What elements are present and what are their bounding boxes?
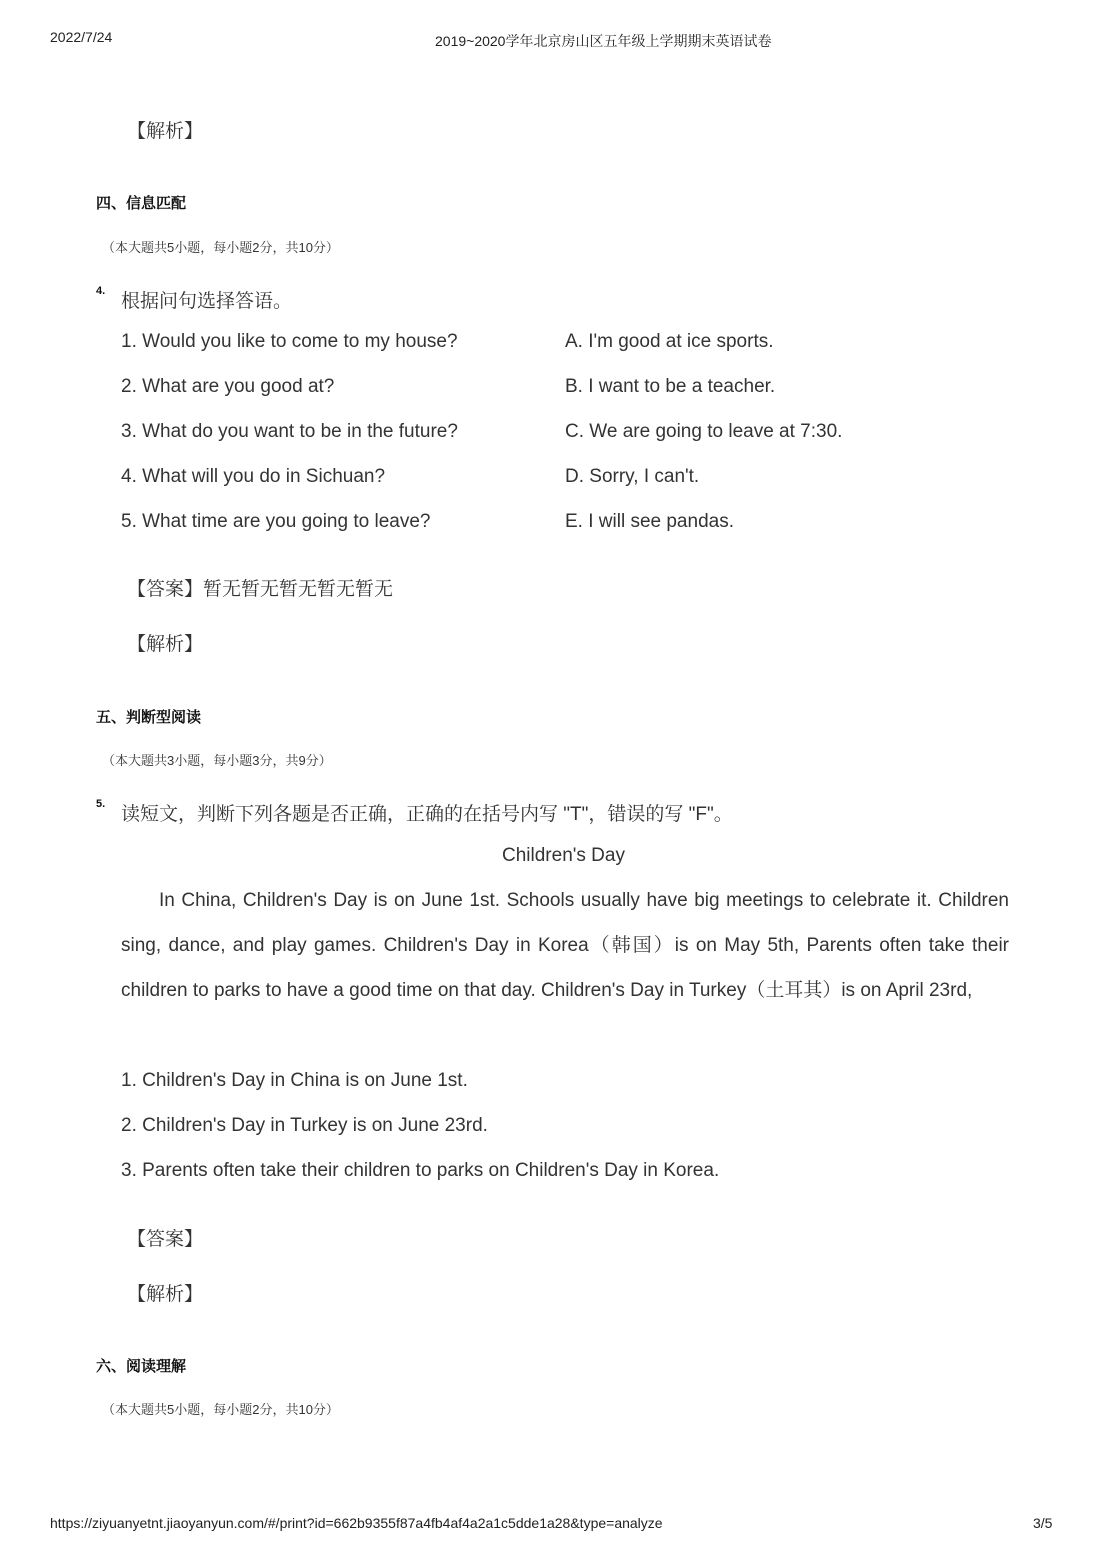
- option-item: A. I'm good at ice sports.: [565, 331, 774, 352]
- option-item: B. I want to be a teacher.: [565, 376, 776, 397]
- question-5-analysis: 【解析】: [127, 1284, 204, 1305]
- option-item: E. I will see pandas.: [565, 511, 734, 532]
- option-item: C. We are going to leave at 7:30.: [565, 421, 843, 442]
- passage-text: In China, Children's Day is on June 1st. Schools usually have big meetings to celebrate it. Children sing, dance, and play games. Children's Day in Korea（韩国）is on May 5th, Parents often take their children to parks to have a good time on that day. Children's Day in Turkey（土耳其）is on April 23rd,: [121, 890, 1009, 1001]
- question-4-number: 4.: [96, 285, 106, 297]
- document-title: 2019~2020学年北京房山区五年级上学期期末英语试卷: [435, 33, 772, 49]
- section-6-note: （本大题共5小题，每小题2分，共10分）: [102, 1402, 339, 1417]
- section-4-note: （本大题共5小题，每小题2分，共10分）: [102, 240, 339, 255]
- question-5-text: 读短文，判断下列各题是否正确，正确的在括号内写 "T"，错误的写 "F"。: [121, 804, 733, 825]
- section-5-note: （本大题共3小题，每小题3分，共9分）: [102, 753, 332, 768]
- question-item: 2. What are you good at?: [121, 376, 335, 397]
- statement-item: 1. Children's Day in China is on June 1st.: [121, 1070, 468, 1091]
- analysis-label-prev: 【解析】: [127, 121, 204, 142]
- section-5-title: 五、判断型阅读: [96, 709, 202, 726]
- section-6-title: 六、阅读理解: [96, 1358, 187, 1375]
- section-4-title: 四、信息匹配: [96, 195, 187, 212]
- question-5-number: 5.: [96, 798, 106, 810]
- question-item: 4. What will you do in Sichuan?: [121, 466, 386, 487]
- question-4-answer: 【答案】暂无暂无暂无暂无暂无: [127, 579, 394, 600]
- question-4-analysis: 【解析】: [127, 634, 204, 655]
- question-item: 1. Would you like to come to my house?: [121, 331, 458, 352]
- statement-item: 2. Children's Day in Turkey is on June 23rd.: [121, 1115, 488, 1136]
- question-4-text: 根据问句选择答语。: [121, 291, 293, 312]
- question-5-answer: 【答案】: [127, 1229, 204, 1250]
- page-url: https://ziyuanyetnt.jiaoyanyun.com/#/print?id=662b9355f87a4fb4af4a2a1c5dde1a28&type=analyze: [50, 1515, 663, 1531]
- passage-title: Children's Day: [502, 845, 625, 866]
- page-number: 3/5: [1033, 1515, 1053, 1531]
- print-date: 2022/7/24: [50, 29, 113, 45]
- option-item: D. Sorry, I can't.: [565, 466, 700, 487]
- question-item: 3. What do you want to be in the future?: [121, 421, 458, 442]
- question-item: 5. What time are you going to leave?: [121, 511, 431, 532]
- statement-item: 3. Parents often take their children to parks on Children's Day in Korea.: [121, 1160, 720, 1181]
